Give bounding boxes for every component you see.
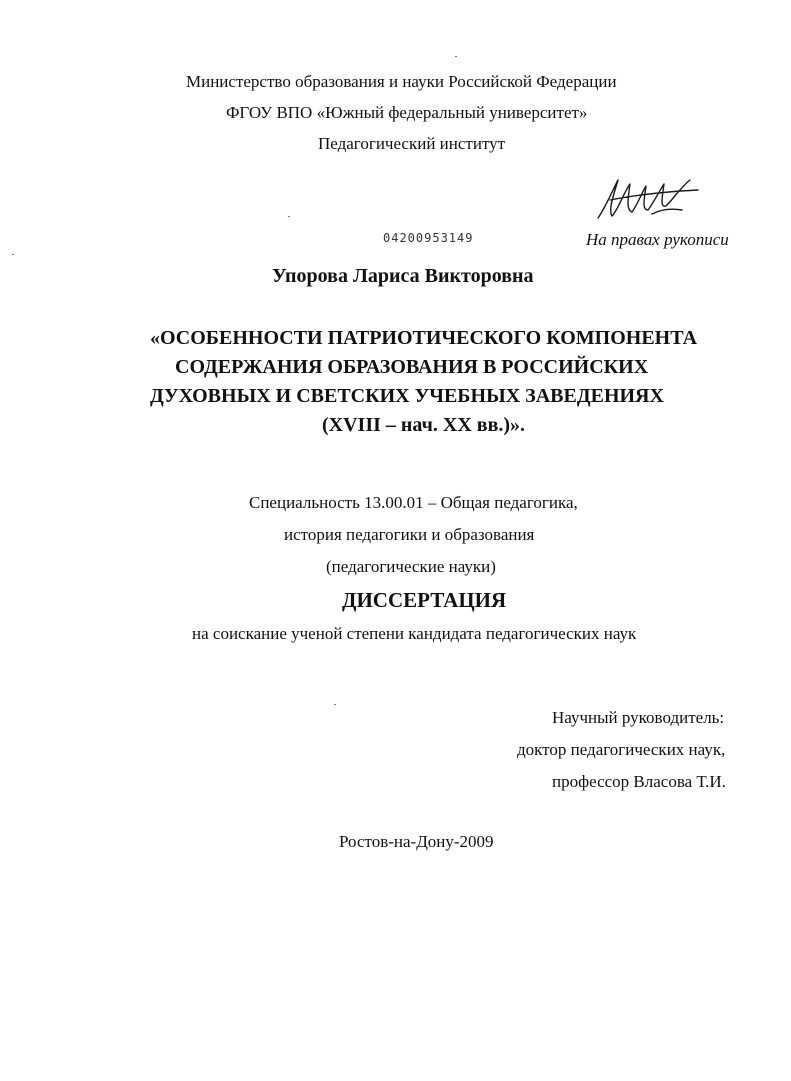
city-year: Ростов-на-Дону-2009 bbox=[339, 832, 494, 851]
scan-speck bbox=[12, 254, 14, 255]
specialty-line: (педагогические науки) bbox=[326, 557, 496, 576]
handwritten-signature bbox=[590, 170, 705, 230]
institute-line: Педагогический институт bbox=[318, 134, 506, 153]
title-line: «ОСОБЕННОСТИ ПАТРИОТИЧЕСКОГО КОМПОНЕНТА bbox=[150, 327, 698, 349]
author-name: Упорова Лариса Викторовна bbox=[272, 265, 534, 287]
rights-note: На правах рукописи bbox=[586, 230, 729, 249]
scan-speck bbox=[334, 704, 336, 705]
specialty-line: Специальность 13.00.01 – Общая педагогика, bbox=[249, 493, 578, 512]
title-line: СОДЕРЖАНИЯ ОБРАЗОВАНИЯ В РОССИЙСКИХ bbox=[175, 356, 649, 378]
scan-speck bbox=[455, 56, 457, 57]
advisor-name: профессор Власова Т.И. bbox=[552, 772, 726, 791]
ministry-line: Министерство образования и науки Российской Федерации bbox=[186, 72, 617, 91]
title-line: (XVIII – нач. XX вв.)». bbox=[322, 414, 526, 436]
specialty-line: история педагогики и образования bbox=[284, 525, 535, 544]
degree-line: на соискание ученой степени кандидата педагогических наук bbox=[192, 624, 637, 643]
document-type: ДИССЕРТАЦИЯ bbox=[342, 588, 507, 612]
title-line: ДУХОВНЫХ И СВЕТСКИХ УЧЕБНЫХ ЗАВЕДЕНИЯХ bbox=[150, 385, 664, 407]
advisor-degree: доктор педагогических наук, bbox=[517, 740, 726, 759]
advisor-label: Научный руководитель: bbox=[552, 708, 725, 727]
scan-speck bbox=[288, 216, 290, 217]
university-line: ФГОУ ВПО «Южный федеральный университет» bbox=[226, 103, 588, 122]
inventory-number: 04200953149 bbox=[383, 231, 474, 245]
